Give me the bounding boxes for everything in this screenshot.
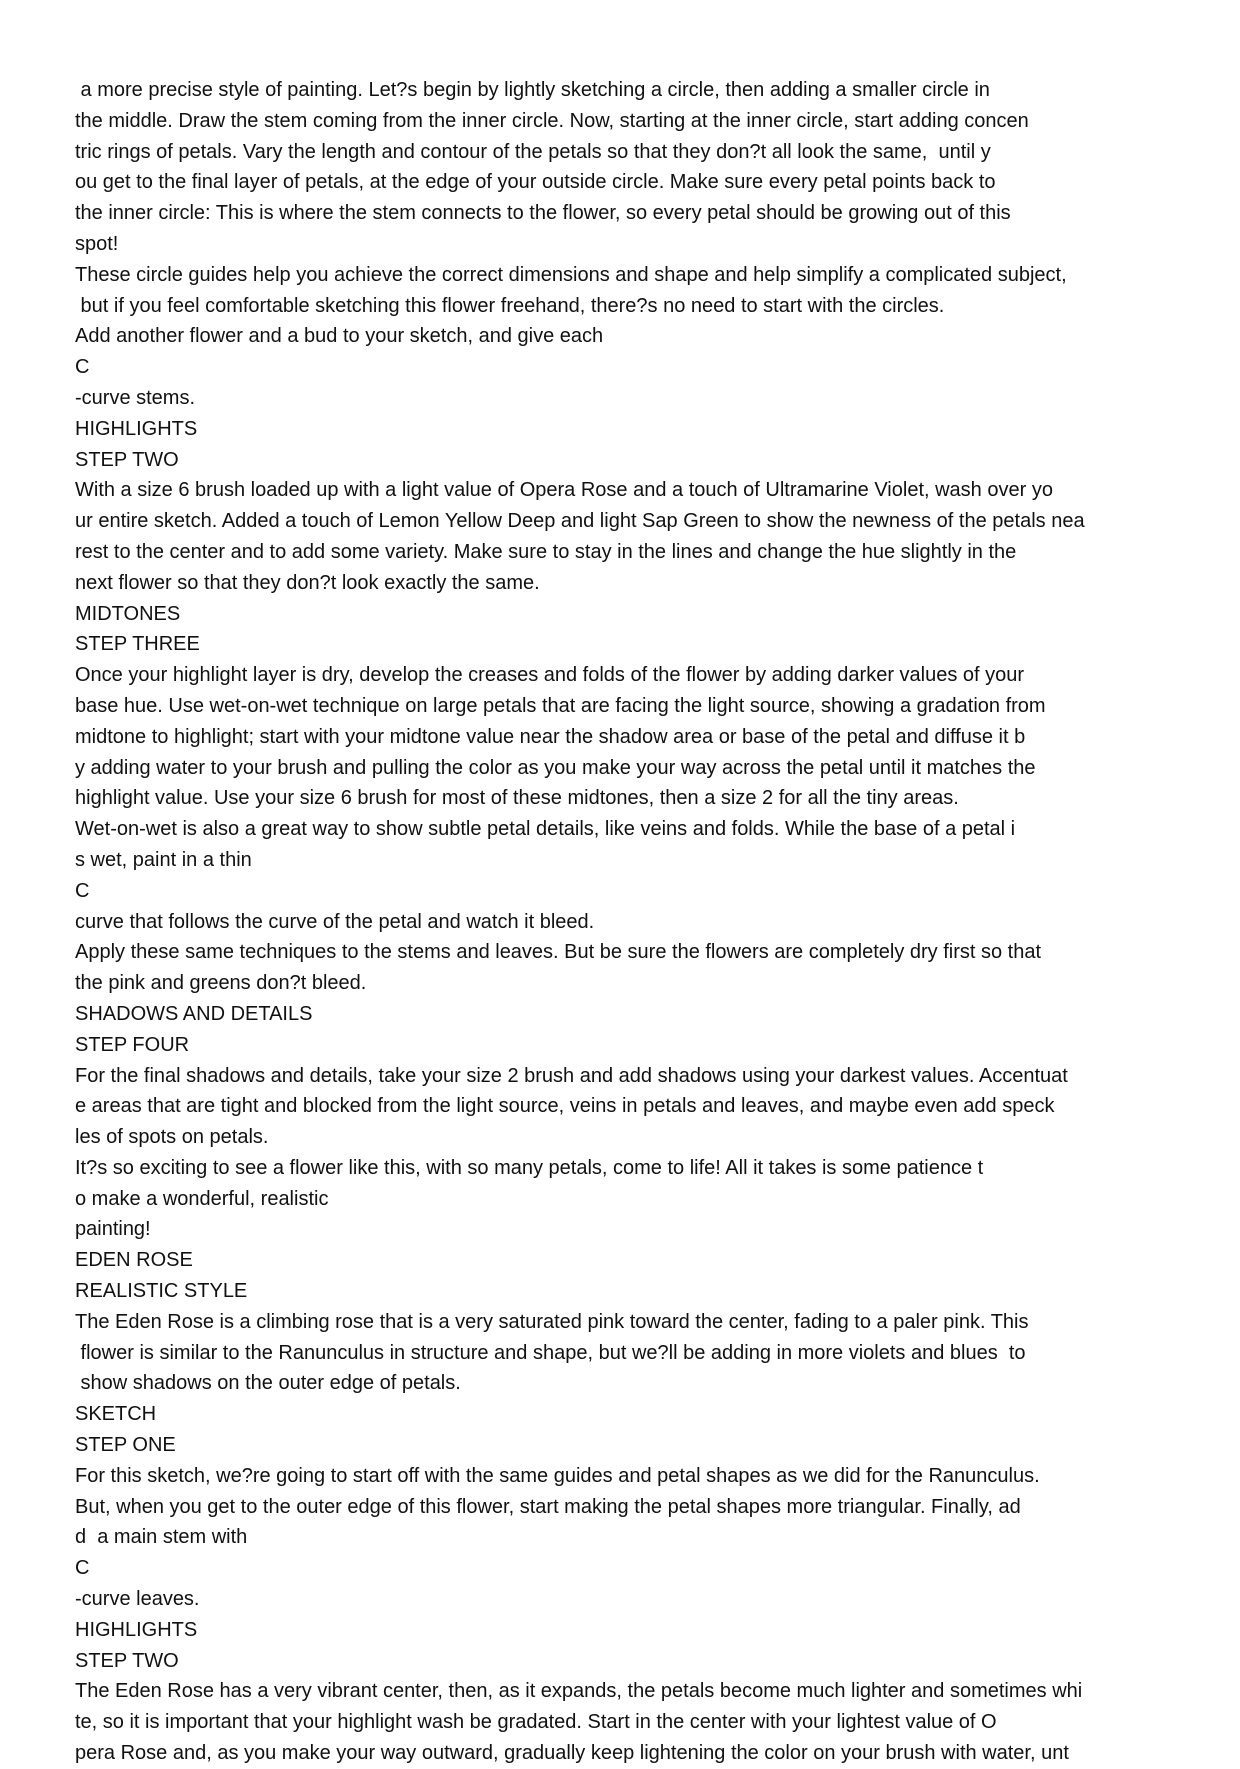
text-line: a more precise style of painting. Let?s begin by lightly sketching a circle, then adding a smaller circle in [75, 79, 990, 101]
text-line: o make a wonderful, realistic [75, 1187, 329, 1210]
text-line: C [75, 879, 90, 902]
text-line: ou get to the final layer of petals, at the edge of your outside circle. Make sure every petal points back to [75, 171, 996, 194]
text-line: s wet, paint in a thin [75, 848, 252, 871]
text-line: y adding water to your brush and pulling the color as you make your way across the petal until it matches the [75, 756, 1036, 779]
step-heading: STEP ONE [75, 1434, 176, 1457]
text-line: show shadows on the outer edge of petals. [75, 1372, 461, 1395]
text-line: With a size 6 brush loaded up with a light value of Opera Rose and a touch of Ultramarine Violet, wash over yo [75, 479, 1053, 502]
text-line: C [75, 1557, 90, 1580]
text-line: These circle guides help you achieve the correct dimensions and shape and help simplify a complicated subject, [75, 263, 1067, 286]
text-line: But, when you get to the outer edge of this flower, start making the petal shapes more triangular. Finally, ad [75, 1495, 1021, 1518]
text-line: For this sketch, we?re going to start off with the same guides and petal shapes as we did for the Ranunculus. [75, 1464, 1040, 1487]
text-line: tric rings of petals. Vary the length and contour of the petals so that they don?t all look the same, until y [75, 140, 991, 163]
text-line: painting! [75, 1218, 151, 1241]
text-line: The Eden Rose is a climbing rose that is a very saturated pink toward the center, fading to a paler pink. This [75, 1310, 1029, 1333]
text-line: flower is similar to the Ranunculus in structure and shape, but we?ll be adding in more violets and blues to [75, 1341, 1026, 1364]
text-line: d a main stem with [75, 1526, 248, 1549]
section-heading: SHADOWS AND DETAILS [75, 1002, 313, 1025]
text-line: the middle. Draw the stem coming from the inner circle. Now, starting at the inner circle, start adding concen [75, 109, 1029, 132]
step-heading: STEP TWO [75, 448, 179, 471]
section-heading: MIDTONES [75, 602, 181, 625]
text-line: For the final shadows and details, take your size 2 brush and add shadows using your darkest values. Accentuat [75, 1064, 1068, 1087]
text-line: te, so it is important that your highlight wash be gradated. Start in the center with your lightest value of O [75, 1711, 997, 1734]
text-line: Add another flower and a bud to your sketch, and give each [75, 325, 604, 348]
text-line: Apply these same techniques to the stems and leaves. But be sure the flowers are completely dry first so that [75, 941, 1042, 964]
section-heading: HIGHLIGHTS [75, 1618, 198, 1641]
step-heading: STEP TWO [75, 1649, 179, 1672]
text-line: It?s so exciting to see a flower like this, with so many petals, come to life! All it takes is some patience t [75, 1156, 984, 1179]
text-line: curve that follows the curve of the petal and watch it bleed. [75, 910, 595, 933]
text-line: rest to the center and to add some variety. Make sure to stay in the lines and change the hue slightly in the [75, 540, 1017, 563]
text-line: base hue. Use wet-on-wet technique on large petals that are facing the light source, showing a gradation from [75, 694, 1046, 717]
subsection-heading: REALISTIC STYLE [75, 1280, 248, 1303]
section-heading: HIGHLIGHTS [75, 417, 198, 440]
text-line: Wet-on-wet is also a great way to show subtle petal details, like veins and folds. While the base of a petal i [75, 818, 1016, 841]
step-heading: STEP FOUR [75, 1033, 190, 1056]
text-line: the pink and greens don?t bleed. [75, 972, 367, 995]
text-line: -curve stems. [75, 386, 196, 409]
section-heading: EDEN ROSE [75, 1249, 193, 1272]
text-line: -curve leaves. [75, 1588, 200, 1611]
step-heading: STEP THREE [75, 633, 200, 656]
text-line: the inner circle: This is where the stem connects to the flower, so every petal should be growing out of this [75, 202, 1011, 225]
text-line: spot! [75, 232, 119, 255]
text-line: pera Rose and, as you make your way outward, gradually keep lightening the color on your brush with water, unt [75, 1742, 1069, 1765]
text-line: next flower so that they don?t look exactly the same. [75, 571, 540, 594]
document-page [75, 75, 1175, 1769]
text-line: highlight value. Use your size 6 brush for most of these midtones, then a size 2 for all the tiny areas. [75, 787, 959, 810]
section-heading: SKETCH [75, 1403, 157, 1426]
text-line: C [75, 356, 90, 379]
text-line: e areas that are tight and blocked from the light source, veins in petals and leaves, and maybe even add speck [75, 1095, 1055, 1118]
text-line: The Eden Rose has a very vibrant center, then, as it expands, the petals become much lighter and sometimes whi [75, 1680, 1083, 1703]
text-line: but if you feel comfortable sketching this flower freehand, there?s no need to start with the circles. [75, 294, 945, 317]
text-line: les of spots on petals. [75, 1126, 269, 1149]
text-line: midtone to highlight; start with your midtone value near the shadow area or base of the petal and diffuse it b [75, 725, 1026, 748]
text-line: Once your highlight layer is dry, develop the creases and folds of the flower by adding darker values of your [75, 664, 1025, 687]
text-line: ur entire sketch. Added a touch of Lemon Yellow Deep and light Sap Green to show the newness of the petals nea [75, 510, 1085, 533]
